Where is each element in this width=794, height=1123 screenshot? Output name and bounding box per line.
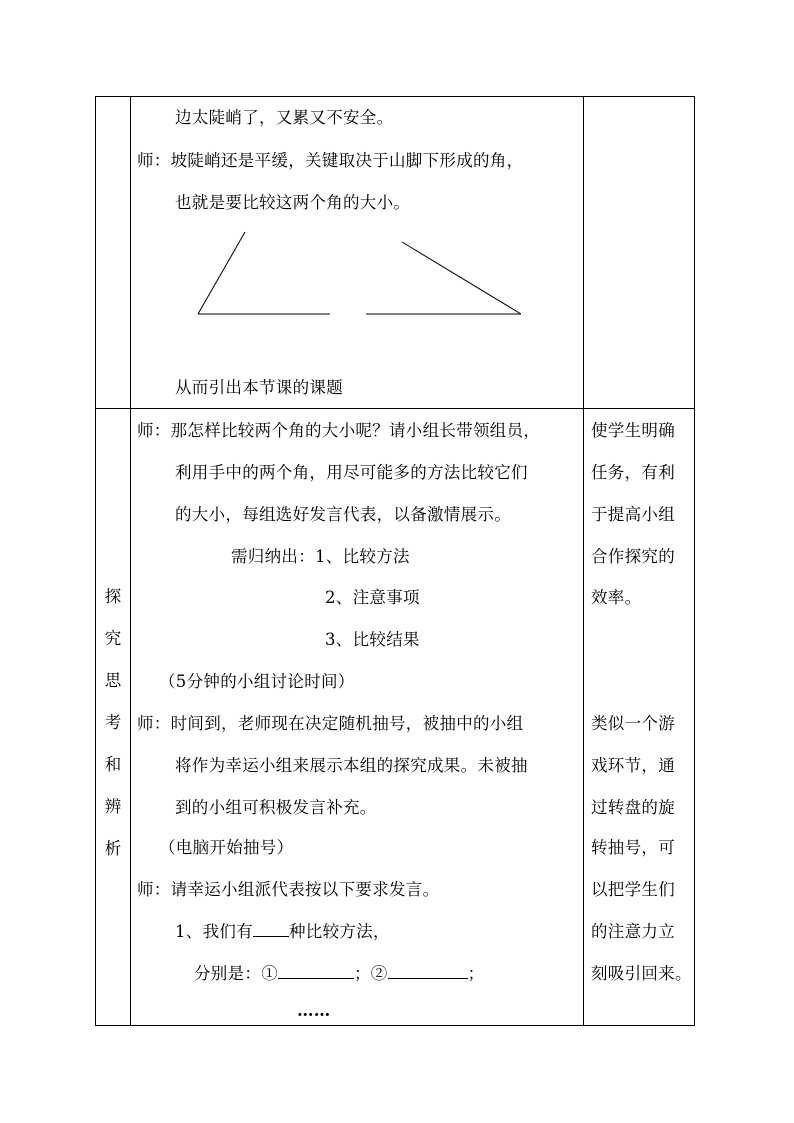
teacher-line: 师：时间到，老师现在决定随机抽号，被抽中的小组	[137, 714, 524, 733]
gentle-angle-figure	[366, 242, 521, 314]
note-line: 任务，有利	[591, 463, 675, 482]
section-label-char: 和	[104, 755, 122, 774]
steep-angle-figure	[198, 232, 330, 314]
note-line: 戏环节，通	[591, 756, 675, 775]
text-line: 的大小，每组选好发言代表，以备激情展示。	[175, 505, 511, 524]
teacher-line: 师：那怎样比较两个角的大小呢？请小组长带领组员，	[137, 421, 541, 440]
section-label-char: 究	[104, 629, 122, 648]
ellipsis: ……	[297, 1001, 331, 1020]
fill-in-text: 分别是：①	[194, 964, 278, 983]
fill-in-line-2	[194, 963, 484, 985]
section-label-char: 析	[104, 839, 122, 858]
fill-in-blank	[388, 964, 468, 979]
text-line: 也就是要比较这两个角的大小。	[175, 193, 411, 212]
section-label-char: 考	[104, 713, 122, 732]
summary-item: 3、比较结果	[325, 630, 420, 649]
note-line: 合作探究的	[591, 547, 675, 566]
teacher-line: 师：请幸运小组派代表按以下要求发言。	[137, 880, 440, 899]
note-line: 于提高小组	[591, 505, 675, 524]
note-line: 的注意力立	[591, 922, 675, 941]
note-line: 转抽号，可	[591, 838, 675, 857]
summary-heading: 需归纳出：1、比较方法	[231, 547, 410, 566]
section-label-char: 辨	[104, 797, 122, 816]
fill-in-line-1	[175, 921, 390, 943]
note-line: 以把学生们	[591, 880, 675, 899]
teacher-line: 师：坡陡峭还是平缓，关键取决于山脚下形成的角，	[137, 151, 524, 170]
text-line: 边太陡峭了，又累又不安全。	[175, 108, 394, 127]
text-line: 将作为幸运小组来展示本组的探究成果。未被抽	[175, 756, 528, 775]
note-line: 过转盘的旋	[591, 798, 675, 817]
stage-note: （电脑开始抽号）	[159, 838, 294, 857]
fill-in-blank	[253, 922, 289, 937]
summary-item: 2、注意事项	[325, 588, 420, 607]
section-label-char: 探	[104, 587, 122, 606]
note-line: 类似一个游	[591, 714, 675, 733]
text-line: 到的小组可积极发言补充。	[175, 798, 377, 817]
note-line: 效率。	[591, 588, 642, 607]
fill-in-text: 种比较方法，	[289, 922, 390, 941]
text-line: 利用手中的两个角，用尽可能多的方法比较它们	[175, 463, 528, 482]
text-line: 从而引出本节课的课题	[175, 378, 343, 397]
stage-note: （5分钟的小组讨论时间）	[159, 672, 355, 691]
note-line: 刻吸引回来。	[591, 964, 692, 983]
section-label-char: 思	[104, 671, 122, 690]
fill-in-text: ；②	[354, 964, 388, 983]
fill-in-blank	[278, 964, 354, 979]
note-line: 使学生明确	[591, 421, 675, 440]
fill-in-text: ；	[467, 964, 485, 983]
fill-in-text: 1、我们有	[175, 922, 253, 941]
